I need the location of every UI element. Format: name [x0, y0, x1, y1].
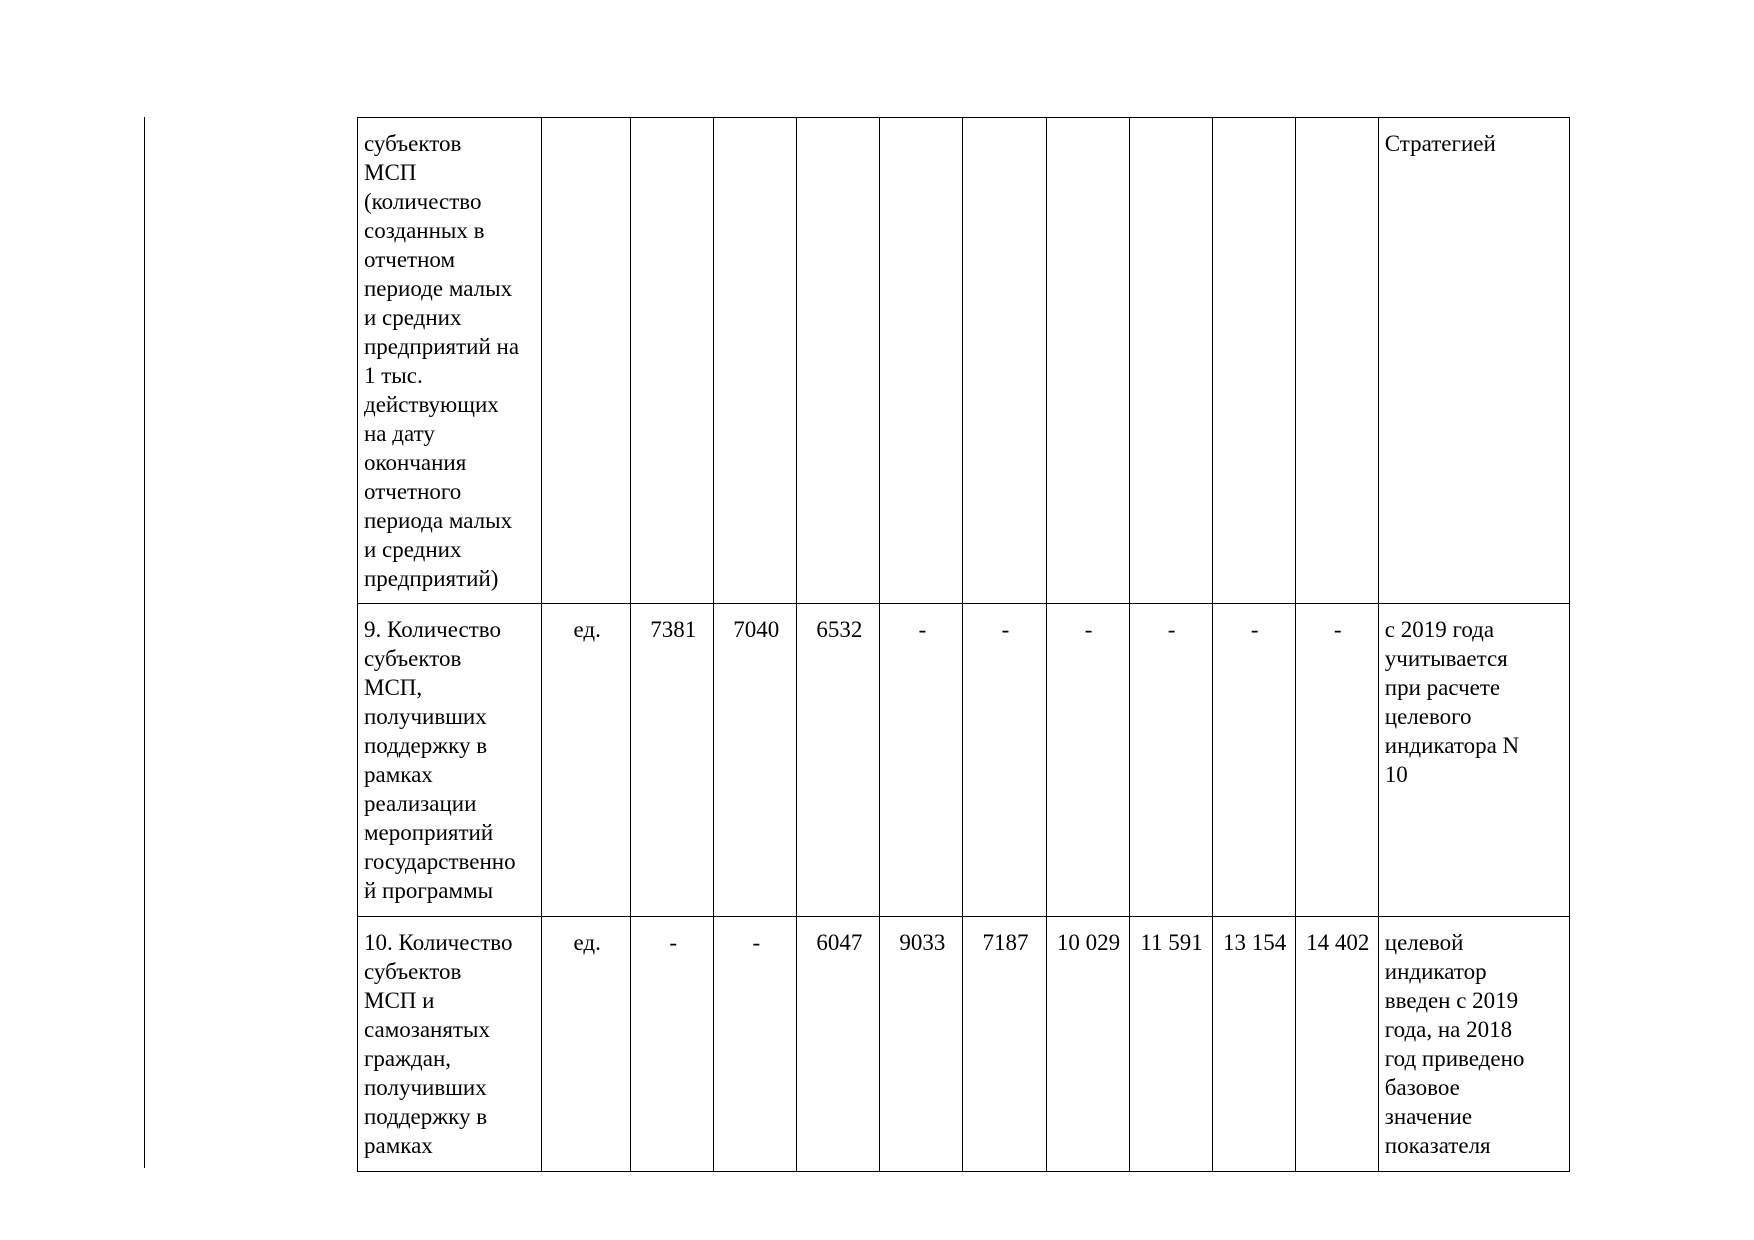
- indicator-table: [357, 117, 1570, 1172]
- value-cell: [1295, 118, 1378, 604]
- note-cell: с 2019 года учитывается при расчете целевого индикатора N 10: [1378, 604, 1569, 917]
- value-cell: 6047: [797, 917, 880, 1172]
- value-cell: -: [714, 917, 797, 1172]
- margin-rule: [144, 117, 145, 1168]
- value-cell: 14 402: [1295, 917, 1378, 1172]
- value-cell: 11 591: [1129, 917, 1212, 1172]
- value-cell: 10 029: [1046, 917, 1129, 1172]
- value-cell: -: [1046, 604, 1129, 917]
- value-cell: [631, 118, 714, 604]
- note-cell: целевой индикатор введен с 2019 года, на 2018 год приведено базовое значение показателя: [1378, 917, 1569, 1172]
- unit-cell: [542, 118, 631, 604]
- value-cell: 13 154: [1212, 917, 1295, 1172]
- value-cell: -: [963, 604, 1046, 917]
- value-cell: [1212, 118, 1295, 604]
- value-cell: -: [1129, 604, 1212, 917]
- table-row: [358, 604, 1570, 917]
- value-cell: [1046, 118, 1129, 604]
- table-row: [358, 917, 1570, 1172]
- value-cell: -: [1212, 604, 1295, 917]
- unit-cell: ед.: [542, 917, 631, 1172]
- value-cell: -: [631, 917, 714, 1172]
- indicator-name: 10. Количество субъектов МСП и самозанятых граждан, получивших поддержку в рамках: [358, 917, 542, 1172]
- value-cell: 7381: [631, 604, 714, 917]
- value-cell: -: [1295, 604, 1378, 917]
- value-cell: [1129, 118, 1212, 604]
- value-cell: 7040: [714, 604, 797, 917]
- value-cell: [797, 118, 880, 604]
- note-cell: Стратегией: [1378, 118, 1569, 604]
- indicator-name: субъектов МСП (количество созданных в отчетном периоде малых и средних предприятий на 1 тыс. действующих на дату окончания отчетного периода малых и средних предприятий): [358, 118, 542, 604]
- value-cell: 6532: [797, 604, 880, 917]
- unit-cell: ед.: [542, 604, 631, 917]
- value-cell: 7187: [963, 917, 1046, 1172]
- table-row: [358, 118, 1570, 604]
- value-cell: -: [880, 604, 963, 917]
- value-cell: [880, 118, 963, 604]
- value-cell: 9033: [880, 917, 963, 1172]
- value-cell: [714, 118, 797, 604]
- indicator-name: 9. Количество субъектов МСП, получивших поддержку в рамках реализации мероприятий государственно й программы: [358, 604, 542, 917]
- value-cell: [963, 118, 1046, 604]
